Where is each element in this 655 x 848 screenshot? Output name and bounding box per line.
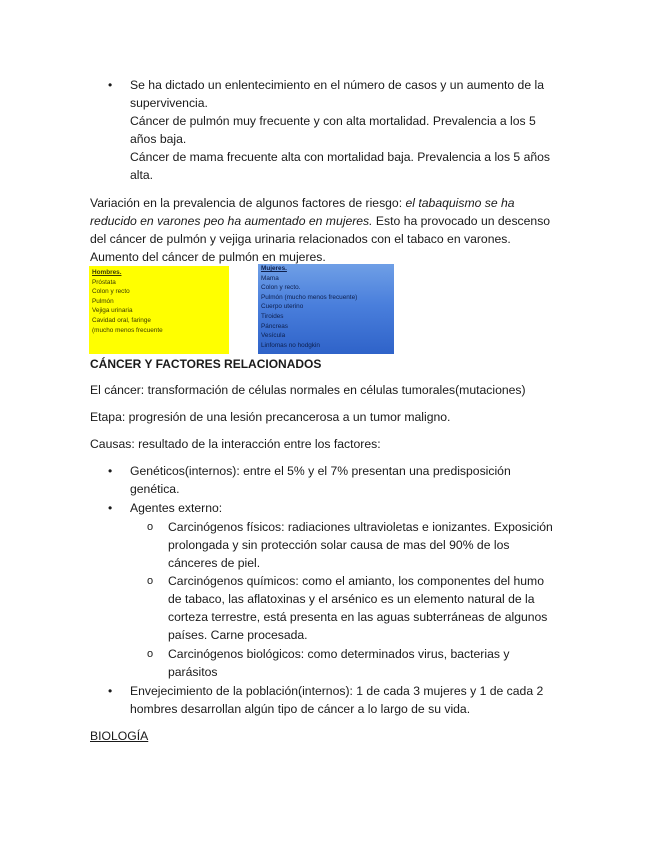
text-line: Carcinógenos químicos: como el amianto, los componentes del humo — [168, 574, 544, 588]
women-box-item: Linfomas no hodgkin — [261, 341, 320, 349]
men-box-item: Cavidad oral, faringe — [92, 317, 151, 324]
text-line: supervivencia. — [130, 96, 208, 110]
text-line — [90, 212, 570, 230]
text-line: Aumento del cáncer de pulmón en mujeres. — [90, 250, 326, 264]
sub-list-item-text — [168, 572, 568, 644]
men-cancer-box — [89, 266, 229, 354]
text-line: corteza terrestre, está presenta en las aguas subterráneas de algunos — [168, 610, 548, 624]
bullet-marker: • — [108, 464, 113, 478]
list-item-text — [130, 462, 565, 498]
bullet-marker: • — [108, 684, 113, 698]
text-line: parásitos — [168, 665, 218, 679]
text-line: hombres desarrollan algún tipo de cáncer a lo largo de su vida. — [130, 702, 471, 716]
men-box-item: (mucho menos frecuente — [92, 326, 163, 334]
text-line: alta. — [130, 168, 154, 182]
text-line — [90, 194, 570, 212]
text-span: Variación en la prevalencia de algunos factores de riesgo: — [90, 196, 406, 210]
causes-intro: Causas: resultado de la interacción entre los factores: — [90, 437, 381, 451]
text-line: prolongada y sin protección solar causa de mas del 90% de los — [168, 538, 510, 552]
list-item-text — [130, 76, 565, 184]
text-line: Cáncer de pulmón muy frecuente y con alta mortalidad. Prevalencia a los 5 — [130, 114, 536, 128]
sub-bullet-marker: o — [147, 575, 154, 587]
sub-list-item-text — [168, 518, 568, 572]
text-line: Se ha dictado un enlentecimiento en el número de casos y un aumento de la — [130, 78, 544, 92]
cancer-definition: El cáncer: transformación de células normales en células tumorales(mutaciones) — [90, 383, 526, 397]
text-line: Envejecimiento de la población(internos): 1 de cada 3 mujeres y 1 de cada 2 — [130, 684, 544, 698]
sub-list-item-text — [168, 645, 568, 681]
women-box-item: Vesícula — [261, 332, 286, 340]
sub-bullet-marker: o — [147, 521, 154, 533]
men-box-title: Hombres. — [92, 269, 122, 276]
women-box-item: Páncreas — [261, 322, 288, 330]
text-line: Carcinógenos físicos: radiaciones ultravioletas e ionizantes. Exposición — [168, 520, 553, 534]
biology-heading: BIOLOGÍA — [90, 729, 149, 743]
women-cancer-box — [258, 264, 394, 354]
women-box-title: Mujeres. — [261, 265, 287, 272]
men-box-item: Vejiga urinaria — [92, 307, 133, 315]
text-line: Carcinógenos biológicos: como determinados virus, bacterias y — [168, 647, 510, 661]
women-box-item: Pulmón (mucho menos frecuente) — [261, 293, 358, 301]
men-box-item: Pulmón — [92, 297, 114, 305]
stage-definition: Etapa: progresión de una lesión precancerosa a un tumor maligno. — [90, 410, 451, 424]
men-box-item: Colon y recto — [92, 288, 130, 296]
risk-paragraph — [90, 194, 570, 266]
text-line: cánceres de piel. — [168, 556, 261, 570]
bullet-marker: • — [108, 501, 113, 515]
italic-span: reducido en varones peo ha aumentado en mujeres. — [90, 214, 373, 228]
men-box-item: Próstata — [92, 278, 116, 286]
women-box-item: Mama — [261, 274, 279, 282]
women-box-item: Colon y recto. — [261, 284, 301, 292]
women-box-item: Cuerpo uterino — [261, 303, 304, 311]
text-line: del cáncer de pulmón y vejiga urinaria relacionados con el tabaco en varones. — [90, 232, 511, 246]
text-line: genética. — [130, 482, 180, 496]
text-line: años baja. — [130, 132, 187, 146]
text-line: países. Carne procesada. — [168, 628, 308, 642]
section-heading: CÁNCER Y FACTORES RELACIONADOS — [90, 357, 322, 371]
list-item-text — [130, 682, 565, 718]
text-span: Esto ha provocado un descenso — [372, 214, 551, 228]
women-box-item: Tiroides — [261, 313, 284, 320]
bullet-marker: • — [108, 78, 113, 92]
italic-span: el tabaquismo se ha — [405, 196, 515, 210]
text-line: Genéticos(internos): entre el 5% y el 7% presentan una predisposición — [130, 464, 511, 478]
text-line: Cáncer de mama frecuente alta con mortalidad baja. Prevalencia a los 5 años — [130, 150, 551, 164]
list-item-text: Agentes externo: — [130, 501, 223, 515]
sub-bullet-marker: o — [147, 648, 154, 660]
text-line: de tabaco, las aflatoxinas y el arsénico es un elemento natural de la — [168, 592, 535, 606]
